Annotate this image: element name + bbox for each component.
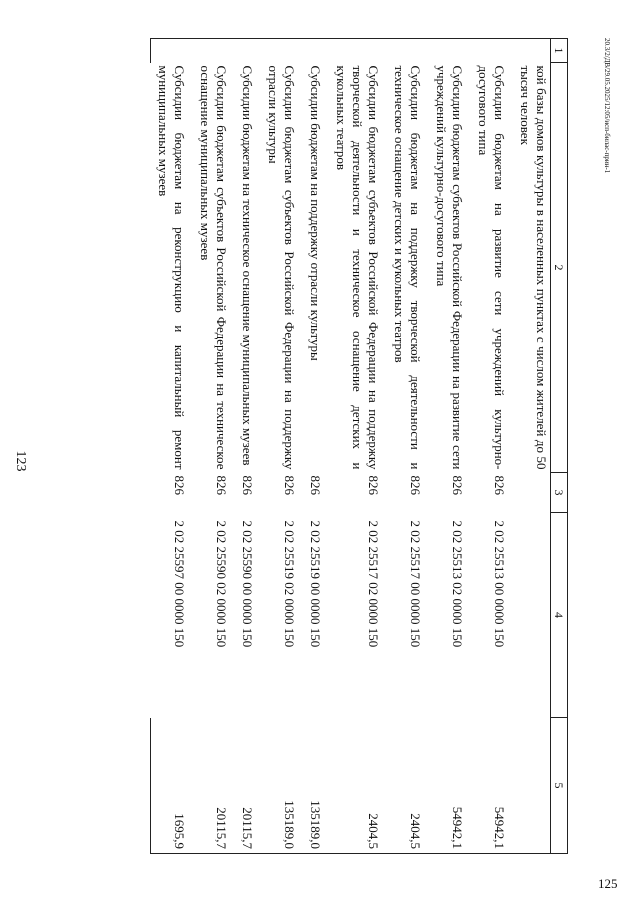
budget-code-cell: 2 02 25590 00 0000 150	[240, 520, 255, 648]
description-cell: Субсидии бюджетам на техническое оснащение муниципальных музеев	[240, 65, 255, 466]
admin-code-cell: 826	[408, 475, 423, 495]
row-number-cell	[387, 39, 429, 63]
budget-code-cell: 2 02 25590 02 0000 150	[214, 520, 229, 648]
description-cell: Субсидии бюджетам на поддержку отрасли культуры	[308, 65, 323, 361]
amount-cell: 135189,0	[261, 718, 303, 854]
amount-cell: 54942,1	[429, 718, 471, 854]
row-number-cell	[261, 39, 303, 63]
row-number-cell	[303, 39, 329, 63]
amount-cell: 20115,7	[193, 718, 235, 854]
amount-cell: 2404,5	[387, 718, 429, 854]
budget-code-cell: 2 02 25513 00 0000 150	[492, 520, 507, 648]
row-number-cell	[151, 39, 193, 63]
table-row	[261, 39, 303, 854]
amount-cell: 135189,0	[303, 718, 329, 854]
admin-code-cell: 826	[172, 475, 187, 495]
amount-cell: 20115,7	[235, 718, 261, 854]
rotated-table-container	[98, 38, 568, 853]
description-cell: Субсидии бюджетам на реконструкцию и капитальный ремонт муниципальных музеев	[156, 65, 187, 470]
description-cell: кой базы домов культуры в населенных пунктах с числом жителей до 50 тысяч человек	[518, 65, 549, 470]
admin-code-cell: 826	[214, 475, 229, 495]
row-number-cell	[429, 39, 471, 63]
budget-code-cell: 2 02 25517 00 0000 150	[408, 520, 423, 648]
amount-cell: 1695,9	[151, 718, 193, 854]
header-cell: 5	[551, 718, 568, 854]
document-stamp: 20.3/2/ДВ/29.05.2025/12:05/исп-билас-прин-1	[603, 38, 611, 174]
header-cell: 3	[551, 473, 568, 513]
description-cell: Субсидии бюджетам на развитие сети учреждений культурно-досугового типа	[476, 65, 507, 470]
row-number-cell	[513, 39, 551, 63]
admin-code-cell: 826	[240, 475, 255, 495]
description-cell: Субсидии бюджетам субъектов Российской Федерации на техническое оснащение муниципальных музеев	[198, 65, 229, 470]
header-cell: 2	[551, 63, 568, 473]
page-number-top: 123	[13, 450, 28, 472]
amount-cell: 54942,1	[471, 718, 513, 854]
budget-code-cell	[513, 513, 551, 718]
table-row	[235, 39, 261, 854]
description-cell: Субсидии бюджетам субъектов Российской Федерации на поддержку творческой деятельности и техническое оснащение детских и кукольных театров	[334, 65, 381, 470]
budget-code-cell: 2 02 25597 00 0000 150	[172, 520, 187, 648]
header-cell: 4	[551, 513, 568, 718]
row-number-cell	[329, 39, 387, 63]
amount-cell	[513, 718, 551, 854]
page-number-bottom: 125	[598, 876, 618, 891]
row-number-cell	[193, 39, 235, 63]
description-cell: Субсидии бюджетам на поддержку творческой деятельности и техническое оснащение детских и кукольных театров	[392, 65, 423, 470]
admin-code-cell: 826	[366, 475, 381, 495]
description-cell: Субсидии бюджетам субъектов Российской Федерации на поддержку отрасли культуры	[266, 65, 297, 470]
table-row	[329, 39, 387, 854]
table-row	[151, 39, 193, 854]
header-cell: 1	[551, 39, 568, 63]
admin-code-cell: 826	[282, 475, 297, 495]
table-row	[471, 39, 513, 854]
budget-table	[151, 38, 569, 854]
budget-code-cell: 2 02 25517 02 0000 150	[366, 520, 381, 648]
admin-code-cell	[513, 473, 551, 513]
budget-code-cell: 2 02 25513 02 0000 150	[450, 520, 465, 648]
table-row	[303, 39, 329, 854]
description-cell: Субсидии бюджетам субъектов Российской Федерации на развитие сети учреждений культурно-досугового типа	[434, 65, 465, 470]
admin-code-cell: 826	[450, 475, 465, 495]
row-number-cell	[471, 39, 513, 63]
table-row	[429, 39, 471, 854]
table-row	[387, 39, 429, 854]
row-number-cell	[235, 39, 261, 63]
admin-code-cell: 826	[492, 475, 507, 495]
table-row	[513, 39, 551, 854]
amount-cell: 2404,5	[329, 718, 387, 854]
budget-code-cell: 2 02 25519 02 0000 150	[282, 520, 297, 648]
table-row	[193, 39, 235, 854]
budget-code-cell: 2 02 25519 00 0000 150	[308, 520, 323, 648]
admin-code-cell: 826	[308, 475, 323, 495]
table-header-row	[551, 39, 568, 854]
